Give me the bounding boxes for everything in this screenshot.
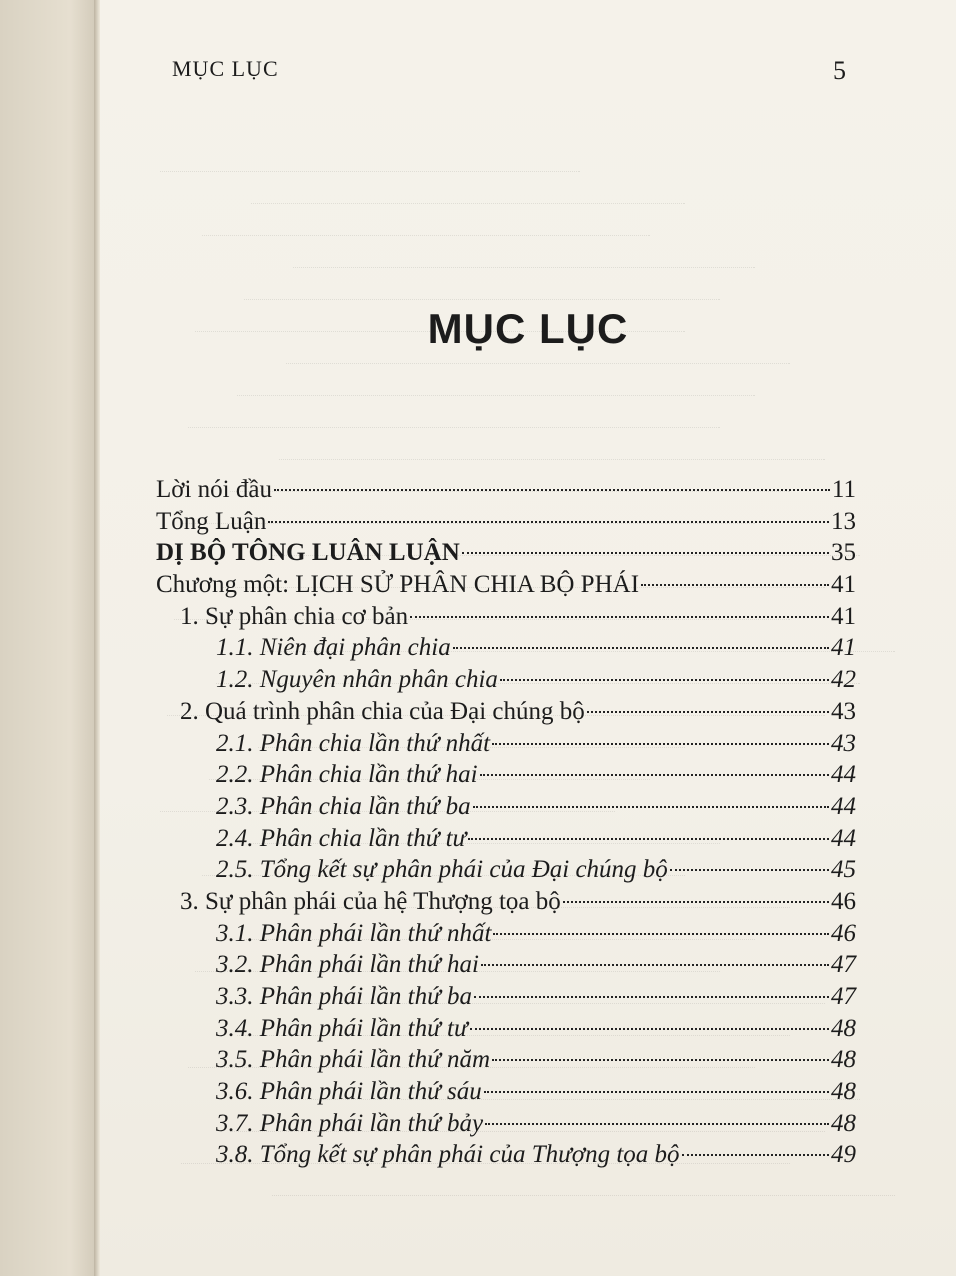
- toc-entry: [156, 696, 856, 728]
- show-through-line: [244, 268, 720, 300]
- toc-entry-page: 41: [831, 634, 856, 662]
- dot-leader: [493, 933, 829, 935]
- toc-entry-label: 2.5. Tổng kết sự phân phái của Đại chúng bộ: [216, 856, 668, 884]
- toc-entry-label: 2.3. Phân chia lần thứ ba: [216, 792, 471, 820]
- toc-entry-page: 41: [831, 571, 856, 599]
- toc-entry-label: Chương một: LỊCH SỬ PHÂN CHIA BỘ PHÁI: [156, 571, 640, 599]
- toc-entry-label: 1.1. Niên đại phân chia: [216, 634, 451, 662]
- toc-entry-page: 49: [831, 1141, 856, 1169]
- toc-entry-page: 48: [831, 1078, 856, 1106]
- toc-entry: [156, 728, 856, 760]
- toc-entry-page: 48: [831, 1014, 856, 1042]
- dot-leader: [473, 806, 829, 808]
- toc-entry-label: 3.6. Phân phái lần thứ sáu: [216, 1078, 482, 1106]
- toc-entry: [156, 791, 856, 823]
- dot-leader: [468, 838, 829, 840]
- toc-entry-label: DỊ BỘ TÔNG LUÂN LUẬN: [156, 539, 460, 567]
- dot-leader: [587, 711, 829, 713]
- toc-entry-label: Tổng Luận: [156, 507, 267, 535]
- dot-leader: [274, 489, 830, 491]
- toc-entry: [156, 664, 856, 696]
- toc-entry-page: 45: [831, 856, 856, 884]
- toc-entry-page: 48: [831, 1109, 856, 1137]
- toc-entry: [156, 1108, 856, 1140]
- toc-entry-page: 46: [831, 919, 856, 947]
- toc-entry-page: 11: [831, 476, 856, 503]
- show-through-line: [202, 204, 650, 236]
- toc-entry-page: 43: [831, 729, 856, 757]
- toc-entry-label: 3.3. Phân phái lần thứ ba: [216, 983, 472, 1010]
- toc-entry-label: 3.5. Phân phái lần thứ năm: [216, 1046, 491, 1074]
- toc-entry-label: 3.4. Phân phái lần thứ tư: [216, 1014, 468, 1042]
- toc-entry-label: 3. Sự phân phái của hệ Thượng tọa bộ: [180, 887, 561, 915]
- table-of-contents: [156, 474, 856, 1171]
- toc-entry-label: 3.2. Phân phái lần thứ hai: [216, 951, 479, 979]
- show-through-line: [293, 236, 755, 268]
- show-through-line: [188, 396, 720, 428]
- toc-entry-page: 43: [831, 697, 856, 725]
- toc-entry-label: 2. Quá trình phân chia của Đại chúng bộ: [180, 697, 585, 725]
- dot-leader: [410, 616, 829, 618]
- toc-entry-label: 3.8. Tổng kết sự phân phái của Thượng tọa bộ: [216, 1141, 680, 1169]
- dot-leader: [474, 996, 829, 998]
- dot-leader: [462, 552, 829, 554]
- dot-leader: [453, 647, 829, 649]
- toc-entry: [156, 506, 856, 538]
- toc-entry: [156, 949, 856, 981]
- adjacent-page-edge: [0, 0, 100, 1276]
- dot-leader: [641, 584, 829, 586]
- toc-entry: [156, 759, 856, 791]
- toc-entry-label: 2.2. Phân chia lần thứ hai: [216, 761, 478, 789]
- toc-entry: [156, 854, 856, 886]
- toc-entry-label: 1. Sự phân chia cơ bản: [180, 602, 409, 630]
- page-title: MỤC LỤC: [427, 305, 629, 352]
- dot-leader: [268, 521, 829, 523]
- book-page: [100, 0, 956, 1276]
- toc-entry-page: 42: [831, 666, 856, 694]
- toc-entry-page: 44: [831, 824, 856, 852]
- toc-entry: [156, 1013, 856, 1045]
- dot-leader: [481, 964, 829, 966]
- page-number: 5: [833, 56, 846, 85]
- dot-leader: [492, 1059, 829, 1061]
- toc-entry-page: 44: [831, 792, 856, 820]
- running-head: MỤC LỤC: [172, 56, 279, 81]
- toc-entry-label: 2.4. Phân chia lần thứ tư: [216, 824, 467, 852]
- dot-leader: [485, 1123, 829, 1125]
- toc-entry: [156, 1044, 856, 1076]
- dot-leader: [480, 774, 829, 776]
- toc-entry: [156, 823, 856, 855]
- toc-entry-page: 13: [831, 507, 856, 535]
- toc-entry: [156, 569, 856, 601]
- toc-entry: [156, 1076, 856, 1108]
- toc-entry: [156, 474, 856, 506]
- toc-entry-label: 3.1. Phân phái lần thứ nhất: [216, 919, 492, 947]
- toc-entry: [156, 1139, 856, 1171]
- dot-leader: [670, 869, 829, 871]
- toc-entry-page: 46: [831, 887, 856, 915]
- dot-leader: [492, 743, 829, 745]
- dot-leader: [484, 1091, 829, 1093]
- toc-entry-page: 41: [831, 602, 856, 630]
- dot-leader: [470, 1028, 829, 1030]
- toc-entry-label: 3.7. Phân phái lần thứ bảy: [216, 1109, 484, 1137]
- show-through-line: [237, 364, 755, 396]
- dot-leader: [563, 901, 829, 903]
- toc-entry-label: 2.1. Phân chia lần thứ nhất: [216, 729, 491, 757]
- toc-entry-page: 47: [831, 983, 856, 1010]
- toc-entry: [156, 537, 856, 569]
- toc-entry-label: Lời nói đầu: [156, 476, 272, 503]
- toc-entry: [156, 601, 856, 633]
- toc-entry: [156, 632, 856, 664]
- dot-leader: [682, 1154, 829, 1156]
- toc-entry-page: 44: [831, 761, 856, 789]
- toc-entry: [156, 918, 856, 950]
- show-through-line: [160, 140, 580, 172]
- toc-entry: [156, 981, 856, 1013]
- toc-entry: [156, 886, 856, 918]
- show-through-line: [279, 428, 825, 460]
- toc-entry-page: 35: [831, 539, 856, 567]
- dot-leader: [500, 679, 829, 681]
- toc-entry-page: 47: [831, 951, 856, 979]
- toc-entry-page: 48: [831, 1046, 856, 1074]
- toc-entry-label: 1.2. Nguyên nhân phân chia: [216, 666, 498, 694]
- show-through-line: [251, 172, 685, 204]
